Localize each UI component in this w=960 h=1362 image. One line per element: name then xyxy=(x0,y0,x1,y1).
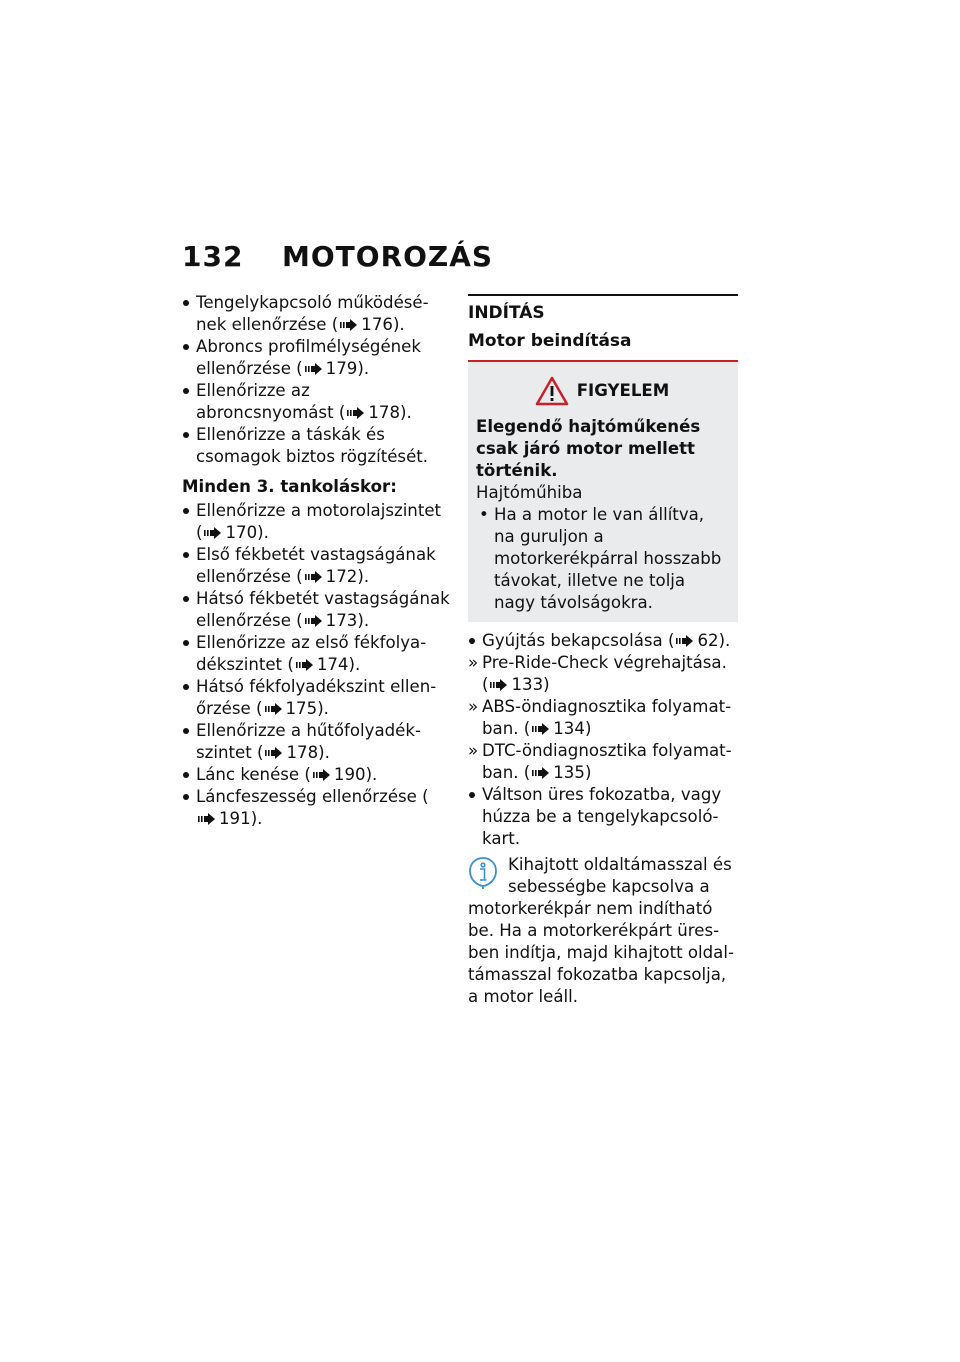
item-text: Ellenőrizze a motorolajszintet ( xyxy=(196,501,442,542)
page-header xyxy=(182,240,493,280)
self-check-steps xyxy=(468,652,738,784)
result-item xyxy=(468,652,738,696)
page-reference-number[interactable]: 172 xyxy=(325,567,358,586)
page-reference-number[interactable]: 178 xyxy=(286,743,319,762)
page-reference-number[interactable]: 170 xyxy=(225,523,258,542)
checklist-item xyxy=(182,764,452,786)
item-text: DTC-öndiagnosztika folyamatban. ( xyxy=(482,741,732,782)
checklist-item xyxy=(182,632,452,676)
page-reference[interactable] xyxy=(303,567,369,586)
page-reference[interactable] xyxy=(530,719,591,738)
chapter-title: MOTOROZÁS xyxy=(282,240,494,273)
info-note xyxy=(468,854,738,1008)
checklist-item xyxy=(182,544,452,588)
page-reference[interactable] xyxy=(263,743,329,762)
left-column xyxy=(182,292,452,830)
right-column xyxy=(468,292,738,1008)
item-text: Ellenőrizze a hűtőfolyadékszintet ( xyxy=(196,721,422,762)
page-reference-number[interactable]: 191 xyxy=(219,809,251,828)
warning-statement: Elegendő hajtóműkenés csak járó motor mellett történik. xyxy=(476,417,701,480)
item-tail: ). xyxy=(257,523,269,542)
subsection-title: Motor beindítása xyxy=(468,330,738,362)
item-tail: ). xyxy=(400,403,412,422)
warning-label: FIGYELEM xyxy=(576,381,670,400)
step-item xyxy=(468,630,738,652)
checklist-before-ride xyxy=(182,292,452,468)
page-reference[interactable] xyxy=(530,763,591,782)
page-reference-number[interactable]: 179 xyxy=(325,359,358,378)
page-reference-arrow-icon xyxy=(532,767,550,779)
page-reference[interactable] xyxy=(263,699,329,718)
item-tail: ) xyxy=(543,675,550,694)
item-text: Tengelykapcsoló működésének ellenőrzése ( xyxy=(196,293,429,334)
checklist-item xyxy=(182,676,452,720)
page-reference-arrow-icon xyxy=(265,747,283,759)
page-reference-number[interactable]: 176 xyxy=(361,315,393,334)
page-reference-number[interactable]: 135 xyxy=(553,763,585,782)
item-tail: ). xyxy=(718,631,731,650)
item-text: Ellenőrizze az első fékfolyadékszintet ( xyxy=(196,633,427,674)
warning-box xyxy=(468,362,738,622)
item-tail: ). xyxy=(250,809,263,828)
page-reference-number[interactable]: 175 xyxy=(285,699,318,718)
item-tail: ) xyxy=(584,719,592,738)
section-divider xyxy=(468,294,738,296)
page-number: 132 xyxy=(182,240,244,273)
page-reference[interactable] xyxy=(294,655,360,674)
result-item xyxy=(468,740,738,784)
every-third-refuel-heading: Minden 3. tankoláskor: xyxy=(182,477,397,496)
page-reference-number[interactable]: 133 xyxy=(511,675,544,694)
item-tail: ). xyxy=(318,743,330,762)
page-reference-arrow-icon xyxy=(305,571,323,583)
result-item xyxy=(468,696,738,740)
warning-consequence: Hajtóműhiba xyxy=(476,483,583,502)
item-text: Ellenőrizze az abroncsnyomást ( xyxy=(196,381,346,422)
warning-action: • Ha a motor le van állítva, na guruljon a motorkerékpárral hosszabb távokat, illetve ne tolja nagy távolságokra. xyxy=(476,504,728,614)
item-tail: ). xyxy=(348,655,361,674)
page-reference-arrow-icon xyxy=(532,723,550,735)
page-reference[interactable] xyxy=(202,523,268,542)
page-reference-arrow-icon xyxy=(305,363,323,375)
page-reference-arrow-icon xyxy=(198,813,216,825)
checklist-item xyxy=(182,786,452,830)
page-reference-arrow-icon xyxy=(204,527,222,539)
checklist-item xyxy=(182,424,452,468)
page-reference-number[interactable]: 190 xyxy=(333,765,366,784)
checklist-item xyxy=(182,588,452,632)
checklist-item xyxy=(182,336,452,380)
checklist-item xyxy=(182,500,452,544)
section-title: INDÍTÁS xyxy=(468,303,545,323)
page-reference-arrow-icon xyxy=(676,635,694,647)
page-reference-arrow-icon xyxy=(340,319,358,331)
item-text: Lánc kenése ( xyxy=(196,765,311,784)
item-text: ABS-öndiagnosztika folyamatban. ( xyxy=(482,697,732,738)
page-reference[interactable] xyxy=(303,611,369,630)
page-reference-arrow-icon xyxy=(347,407,365,419)
page-reference-arrow-icon xyxy=(296,659,314,671)
item-text: Gyújtás bekapcsolása ( xyxy=(482,631,675,650)
item-text: Láncfeszesség ellenőrzése ( xyxy=(196,787,429,806)
page-reference[interactable] xyxy=(196,809,262,828)
page-reference-number[interactable]: 178 xyxy=(368,403,401,422)
item-tail: ) xyxy=(584,763,592,782)
item-tail: ). xyxy=(365,765,378,784)
page-reference[interactable] xyxy=(338,315,404,334)
item-tail: ). xyxy=(357,567,370,586)
page-reference[interactable] xyxy=(303,359,369,378)
page-reference[interactable] xyxy=(674,631,730,650)
page-reference-arrow-icon xyxy=(490,679,508,691)
neutral-step: Váltson üres fokozatba, vagy húzza be a tengelykapcsolókart. xyxy=(468,784,738,850)
page-reference-number[interactable]: 134 xyxy=(553,719,585,738)
warning-triangle-icon xyxy=(535,376,569,406)
item-tail: ). xyxy=(317,699,329,718)
page-reference[interactable] xyxy=(311,765,377,784)
info-icon xyxy=(468,856,498,890)
page-reference-number[interactable]: 62 xyxy=(697,631,719,650)
item-tail: ). xyxy=(392,315,405,334)
item-text: Pre-Ride-Check végrehajtása. ( xyxy=(482,653,727,694)
ignition-step xyxy=(468,630,738,652)
page-reference-number[interactable]: 174 xyxy=(316,655,349,674)
checklist-item xyxy=(182,292,452,336)
page-reference-number[interactable]: 173 xyxy=(325,611,358,630)
checklist-every-third-refuel xyxy=(182,500,452,830)
page-reference-arrow-icon xyxy=(265,703,283,715)
checklist-item xyxy=(182,380,452,424)
checklist-item xyxy=(182,720,452,764)
item-text: Hátsó fékfolyadékszint ellenőrzése ( xyxy=(196,677,437,718)
item-tail: ). xyxy=(357,611,370,630)
item-text: Ellenőrizze a táskák és csomagok biztos rögzítését. xyxy=(196,425,429,466)
item-text: Hátsó fékbetét vastagságának ellenőrzése ( xyxy=(196,589,450,630)
item-text: Első fékbetét vastagságának ellenőrzése ( xyxy=(196,545,436,586)
warning-header xyxy=(476,376,728,406)
item-tail: ). xyxy=(357,359,370,378)
page-reference[interactable] xyxy=(345,403,411,422)
page-reference-arrow-icon xyxy=(313,769,331,781)
item-text: Abroncs profilmélységének ellenőrzése ( xyxy=(196,337,421,378)
page-reference[interactable] xyxy=(488,675,549,694)
page-reference-arrow-icon xyxy=(305,615,323,627)
info-text: Kihajtott oldaltámasszal és sebességbe kapcsolva a motorkerékpár nem indítható be. Ha a motorkerékpárt üresben indítja, majd kihajtott oldaltámasszal fokozatba kapcsolja, a motor leáll. xyxy=(468,855,734,1006)
